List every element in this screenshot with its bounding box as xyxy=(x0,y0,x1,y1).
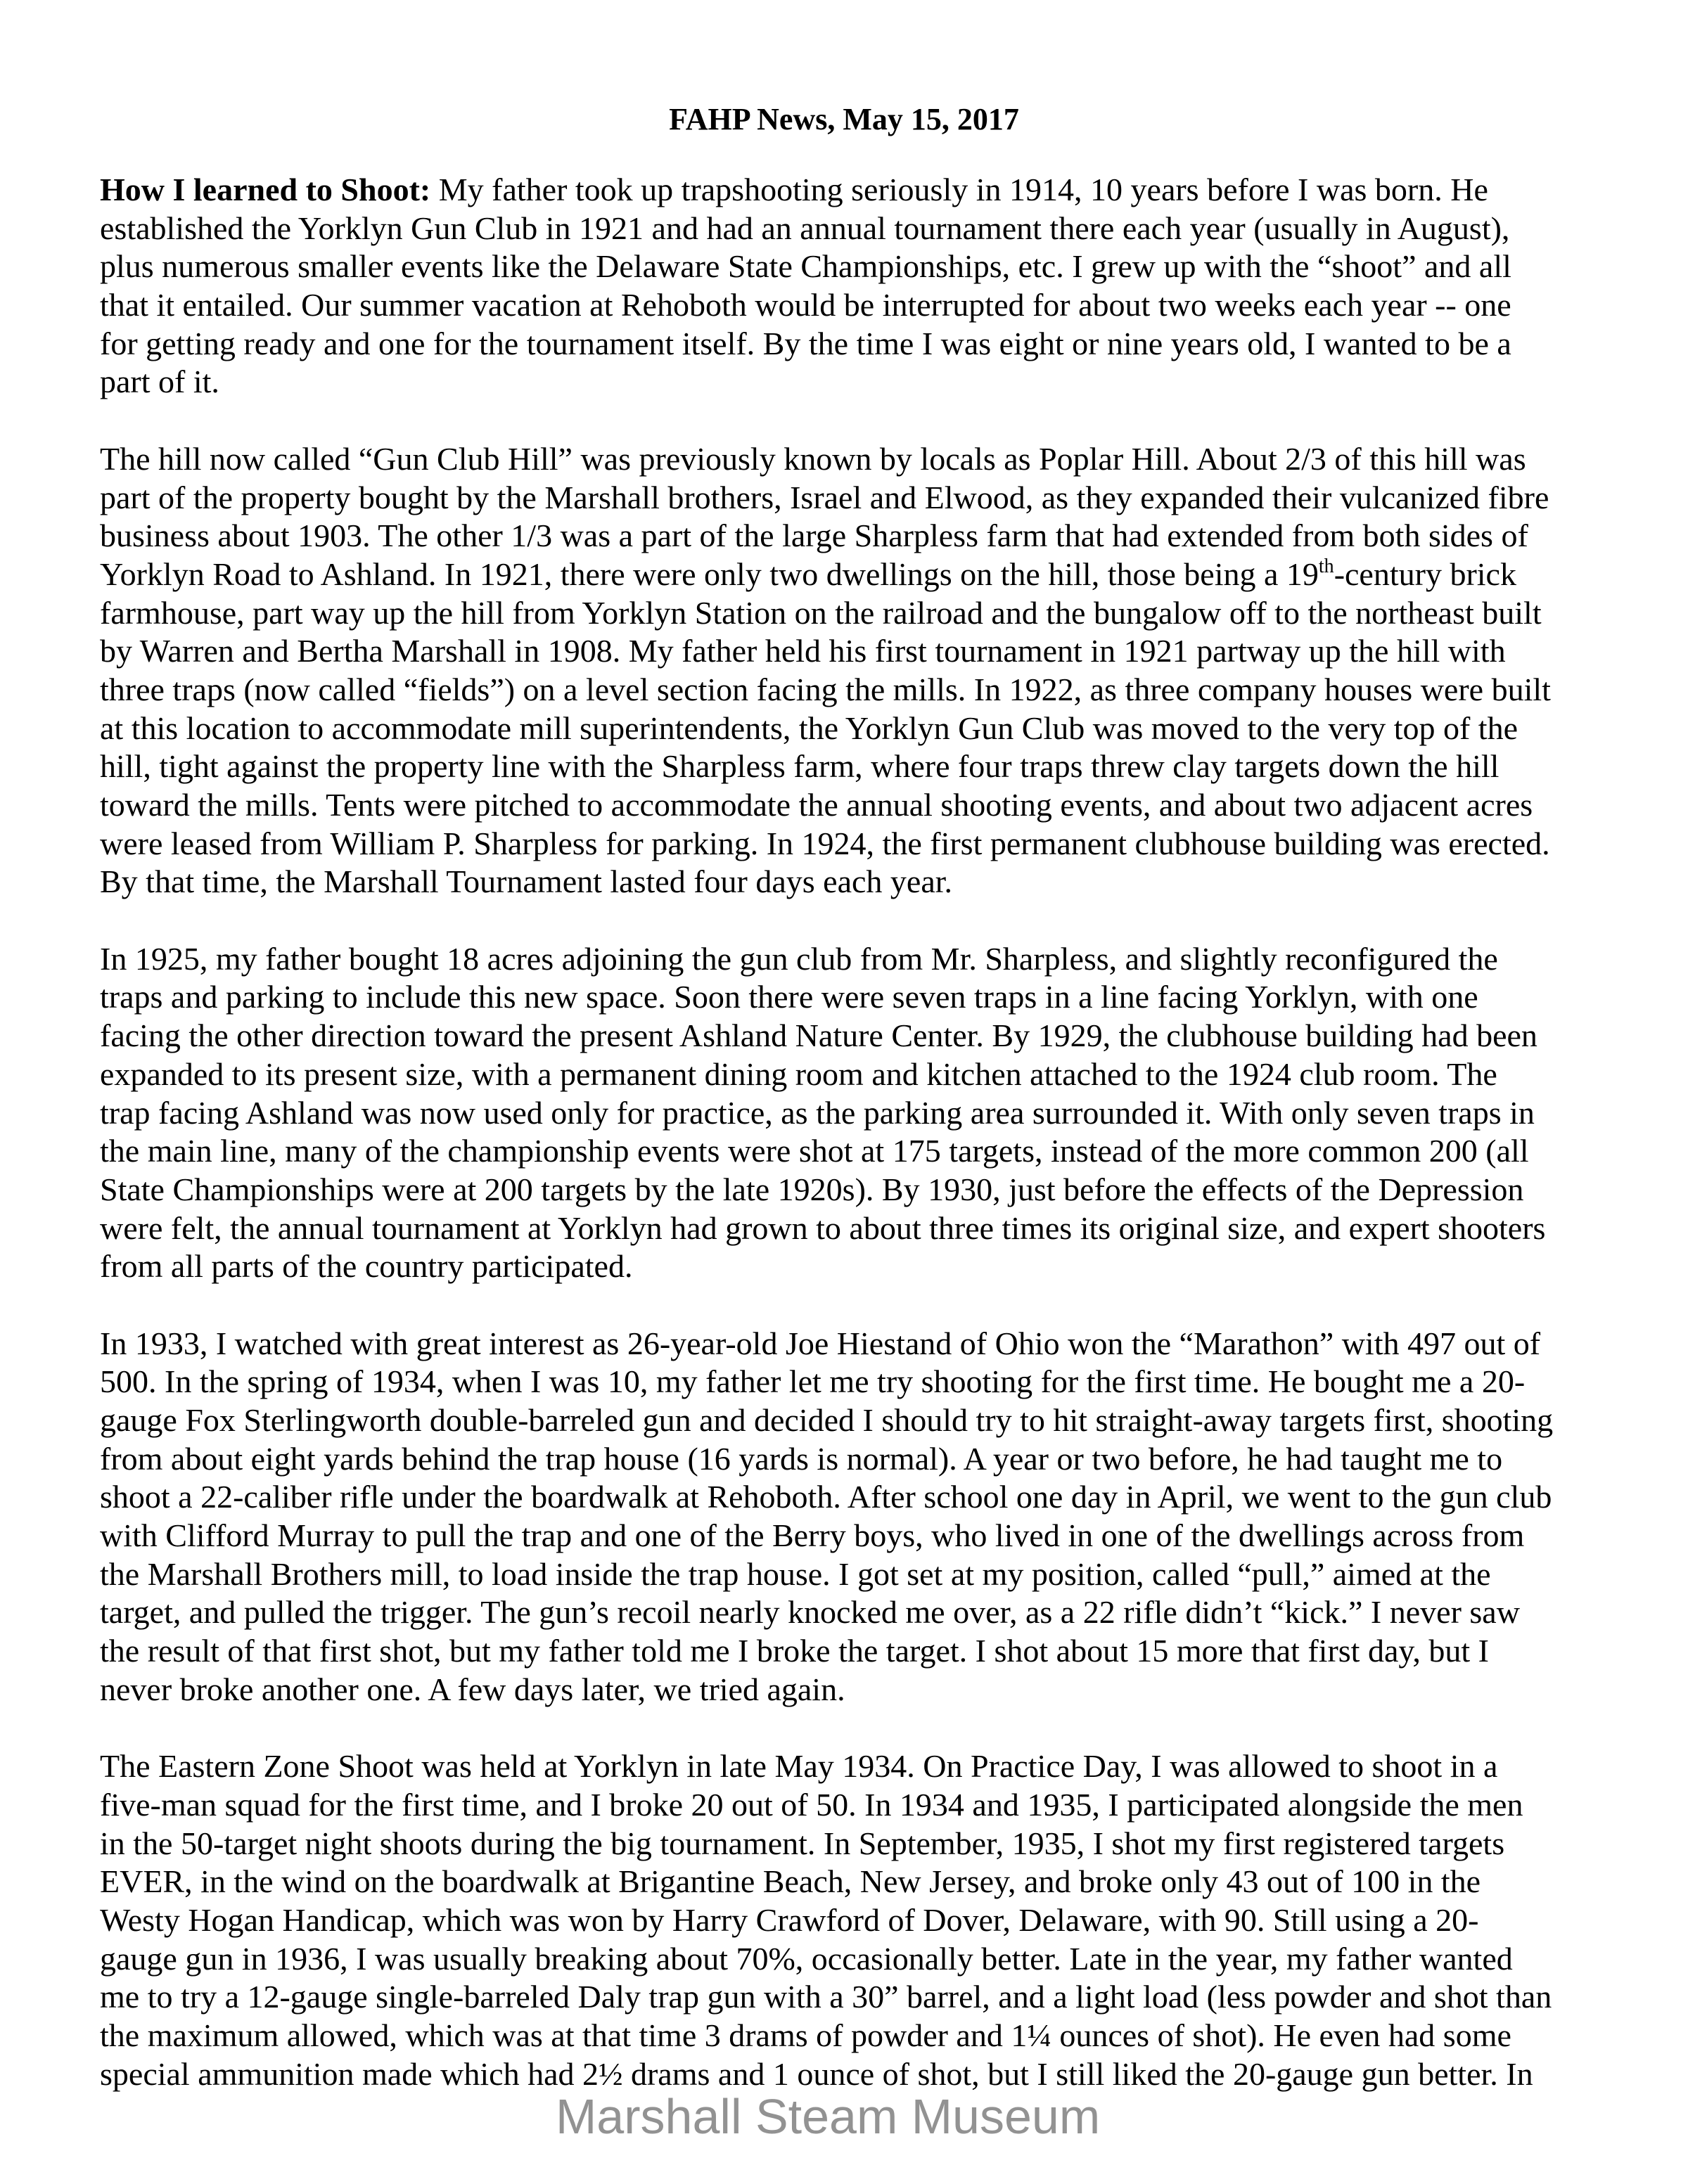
line-text: Westy Hogan Handicap, which was won by Harry Crawford of Dover, Delaware, with 90. Still using a 20- xyxy=(100,1901,1479,1938)
line-text: My father took up trapshooting seriously in 1914, 10 years before I was born. He xyxy=(430,172,1488,207)
line-text: special ammunition made which had 2½ drams and 1 ounce of shot, but I still liked the 20-gauge gun better. In xyxy=(100,2055,1533,2092)
text-line xyxy=(100,1325,1619,1363)
line-text: gauge gun in 1936, I was usually breaking about 70%, occasionally better. Late in the year, my father wanted xyxy=(100,1940,1513,1977)
line-text: hill, tight against the property line with the Sharpless farm, where four traps threw clay targets down the hill xyxy=(100,748,1500,785)
line-text: the main line, many of the championship events were shot at 175 targets, instead of the more common 200 (all xyxy=(100,1133,1529,1169)
text-line xyxy=(100,1786,1619,1825)
text-line xyxy=(100,1978,1619,2017)
article-paragraph xyxy=(100,940,1619,1286)
line-text: facing the other direction toward the present Ashland Nature Center. By 1929, the clubhouse building had been xyxy=(100,1017,1537,1054)
line-text: the maximum allowed, which was at that time 3 drams of powder and 1¼ ounces of shot). He even had some xyxy=(100,2017,1511,2053)
line-text: never broke another one. A few days later, we tried again. xyxy=(100,1671,845,1707)
text-line xyxy=(100,479,1619,518)
text-line xyxy=(100,2017,1619,2055)
text-line xyxy=(100,1940,1619,1979)
line-text: for getting ready and one for the tournament itself. By the time I was eight or nine years old, I wanted to be a xyxy=(100,325,1511,361)
line-text: target, and pulled the trigger. The gun’s recoil nearly knocked me over, as a 22 rifle didn’t “kick.” I never saw xyxy=(100,1594,1520,1631)
line-text: part of the property bought by the Marshall brothers, Israel and Elwood, as they expanded their vulcanized fibre xyxy=(100,479,1549,515)
line-text: in the 50-target night shoots during the big tournament. In September, 1935, I shot my first registered targets xyxy=(100,1825,1505,1861)
line-text: The Eastern Zone Shoot was held at Yorklyn in late May 1934. On Practice Day, I was allowed to shoot in a xyxy=(100,1748,1498,1785)
line-text: the Marshall Brothers mill, to load inside the trap house. I got set at my position, called “pull,” aimed at the xyxy=(100,1555,1491,1592)
line-text: were felt, the annual tournament at Yorklyn had grown to about three times its original size, and expert shooters xyxy=(100,1209,1546,1246)
newsletter-title: FAHP News, May 15, 2017 xyxy=(669,102,1019,136)
text-line xyxy=(100,940,1619,979)
line-text: established the Yorklyn Gun Club in 1921 and had an annual tournament there each year (usually in August), xyxy=(100,210,1510,246)
text-line xyxy=(100,1863,1619,1901)
text-line xyxy=(100,286,1619,325)
line-text: traps and parking to include this new space. Soon there were seven traps in a line facing Yorklyn, with one xyxy=(100,979,1478,1015)
line-text: The hill now called “Gun Club Hill” was previously known by locals as Poplar Hill. About 2/3 of this hill was xyxy=(100,440,1526,477)
line-text: By that time, the Marshall Tournament lasted four days each year. xyxy=(100,863,953,900)
line-text: from about eight yards behind the trap house (16 yards is normal). A year or two before, he had taught me to xyxy=(100,1440,1503,1477)
text-line xyxy=(100,1247,1619,1286)
line-text: three traps (now called “fields”) on a level section facing the mills. In 1922, as three company houses were built xyxy=(100,671,1551,707)
text-line xyxy=(100,555,1619,594)
article-paragraph xyxy=(100,171,1619,402)
line-text: five-man squad for the first time, and I broke 20 out of 50. In 1934 and 1935, I participated alongside the men xyxy=(100,1786,1523,1823)
line-text: -century brick xyxy=(1334,555,1516,592)
line-text: toward the mills. Tents were pitched to accommodate the annual shooting events, and about two adjacent acres xyxy=(100,787,1533,823)
line-text: shoot a 22-caliber rifle under the boardwalk at Rehoboth. After school one day in April, we went to the gun club xyxy=(100,1479,1552,1515)
text-line xyxy=(100,171,1619,210)
line-text: expanded to its present size, with a permanent dining room and kitchen attached to the 1924 club room. The xyxy=(100,1055,1497,1092)
text-line xyxy=(100,440,1619,479)
text-line xyxy=(100,709,1619,748)
line-text: farmhouse, part way up the hill from Yorklyn Station on the railroad and the bungalow off to the northeast built xyxy=(100,594,1542,631)
text-line xyxy=(100,1401,1619,1440)
line-text: the result of that first shot, but my father told me I broke the target. I shot about 15 more that first day, but I xyxy=(100,1633,1489,1669)
line-text: In 1925, my father bought 18 acres adjoining the gun club from Mr. Sharpless, and slightly reconfigured the xyxy=(100,940,1498,977)
line-text: 500. In the spring of 1934, when I was 10, my father let me try shooting for the first time. He bought me a 20- xyxy=(100,1363,1526,1400)
text-line xyxy=(100,1440,1619,1479)
article-body xyxy=(100,171,1619,2132)
line-text: at this location to accommodate mill superintendents, the Yorklyn Gun Club was moved to the very top of the xyxy=(100,709,1518,746)
text-line xyxy=(100,1825,1619,1863)
line-text: Yorklyn Road to Ashland. In 1921, there were only two dwellings on the hill, those being a 19 xyxy=(100,555,1319,592)
text-line xyxy=(100,1209,1619,1248)
line-text: by Warren and Bertha Marshall in 1908. My father held his first tournament in 1921 partway up the hill with xyxy=(100,633,1506,669)
text-line xyxy=(100,1632,1619,1671)
text-line xyxy=(100,747,1619,786)
superscript: th xyxy=(1318,555,1334,577)
text-line xyxy=(100,248,1619,286)
line-text: trap facing Ashland was now used only for practice, as the parking area surrounded it. With only seven traps in xyxy=(100,1094,1535,1131)
text-line xyxy=(100,1171,1619,1209)
text-line xyxy=(100,363,1619,402)
text-line xyxy=(100,863,1619,901)
text-line xyxy=(100,1671,1619,1709)
text-line xyxy=(100,1132,1619,1171)
line-text: were leased from William P. Sharpless for parking. In 1924, the first permanent clubhouse building was erected. xyxy=(100,825,1550,861)
text-line xyxy=(100,1593,1619,1632)
text-line xyxy=(100,325,1619,364)
text-line xyxy=(100,1901,1619,1940)
text-line xyxy=(100,517,1619,555)
text-line xyxy=(100,978,1619,1017)
text-line xyxy=(100,1055,1619,1094)
watermark: Marshall Steam Museum xyxy=(556,2089,1101,2144)
line-text: plus numerous smaller events like the Delaware State Championships, etc. I grew up with the “shoot” and all xyxy=(100,248,1511,285)
article-paragraph xyxy=(100,1325,1619,1709)
text-line xyxy=(100,594,1619,633)
text-line xyxy=(100,1478,1619,1517)
article-heading: How I learned to Shoot: xyxy=(100,172,431,207)
text-line xyxy=(100,210,1619,248)
line-text: with Clifford Murray to pull the trap and one of the Berry boys, who lived in one of the dwellings across from xyxy=(100,1517,1525,1554)
line-text: In 1933, I watched with great interest as 26-year-old Joe Hiestand of Ohio won the “Marathon” with 497 out of xyxy=(100,1325,1541,1361)
text-line xyxy=(100,1017,1619,1055)
line-text: gauge Fox Sterlingworth double-barreled gun and decided I should try to hit straight-away targets first, shooting xyxy=(100,1402,1554,1438)
text-line xyxy=(100,1555,1619,1594)
text-line xyxy=(100,786,1619,825)
line-text: me to try a 12-gauge single-barreled Daly trap gun with a 30” barrel, and a light load (less powder and shot than xyxy=(100,1979,1552,2015)
article-paragraph xyxy=(100,1747,1619,2093)
line-text: business about 1903. The other 1/3 was a part of the large Sharpless farm that had extended from both sides of xyxy=(100,518,1528,554)
text-line xyxy=(100,825,1619,863)
article-paragraph xyxy=(100,440,1619,901)
text-line xyxy=(100,1094,1619,1133)
text-line xyxy=(100,632,1619,671)
text-line xyxy=(100,671,1619,709)
text-line xyxy=(100,2055,1619,2094)
line-text: from all parts of the country participated. xyxy=(100,1248,633,1285)
line-text: that it entailed. Our summer vacation at Rehoboth would be interrupted for about two weeks each year -- one xyxy=(100,287,1511,323)
text-line xyxy=(100,1363,1619,1401)
line-text: State Championships were at 200 targets by the late 1920s). By 1930, just before the effects of the Depression xyxy=(100,1171,1524,1207)
text-line xyxy=(100,1517,1619,1555)
text-line xyxy=(100,1747,1619,1786)
line-text: EVER, in the wind on the boardwalk at Brigantine Beach, New Jersey, and broke only 43 out of 100 in the xyxy=(100,1863,1481,1900)
line-text: part of it. xyxy=(100,364,219,400)
